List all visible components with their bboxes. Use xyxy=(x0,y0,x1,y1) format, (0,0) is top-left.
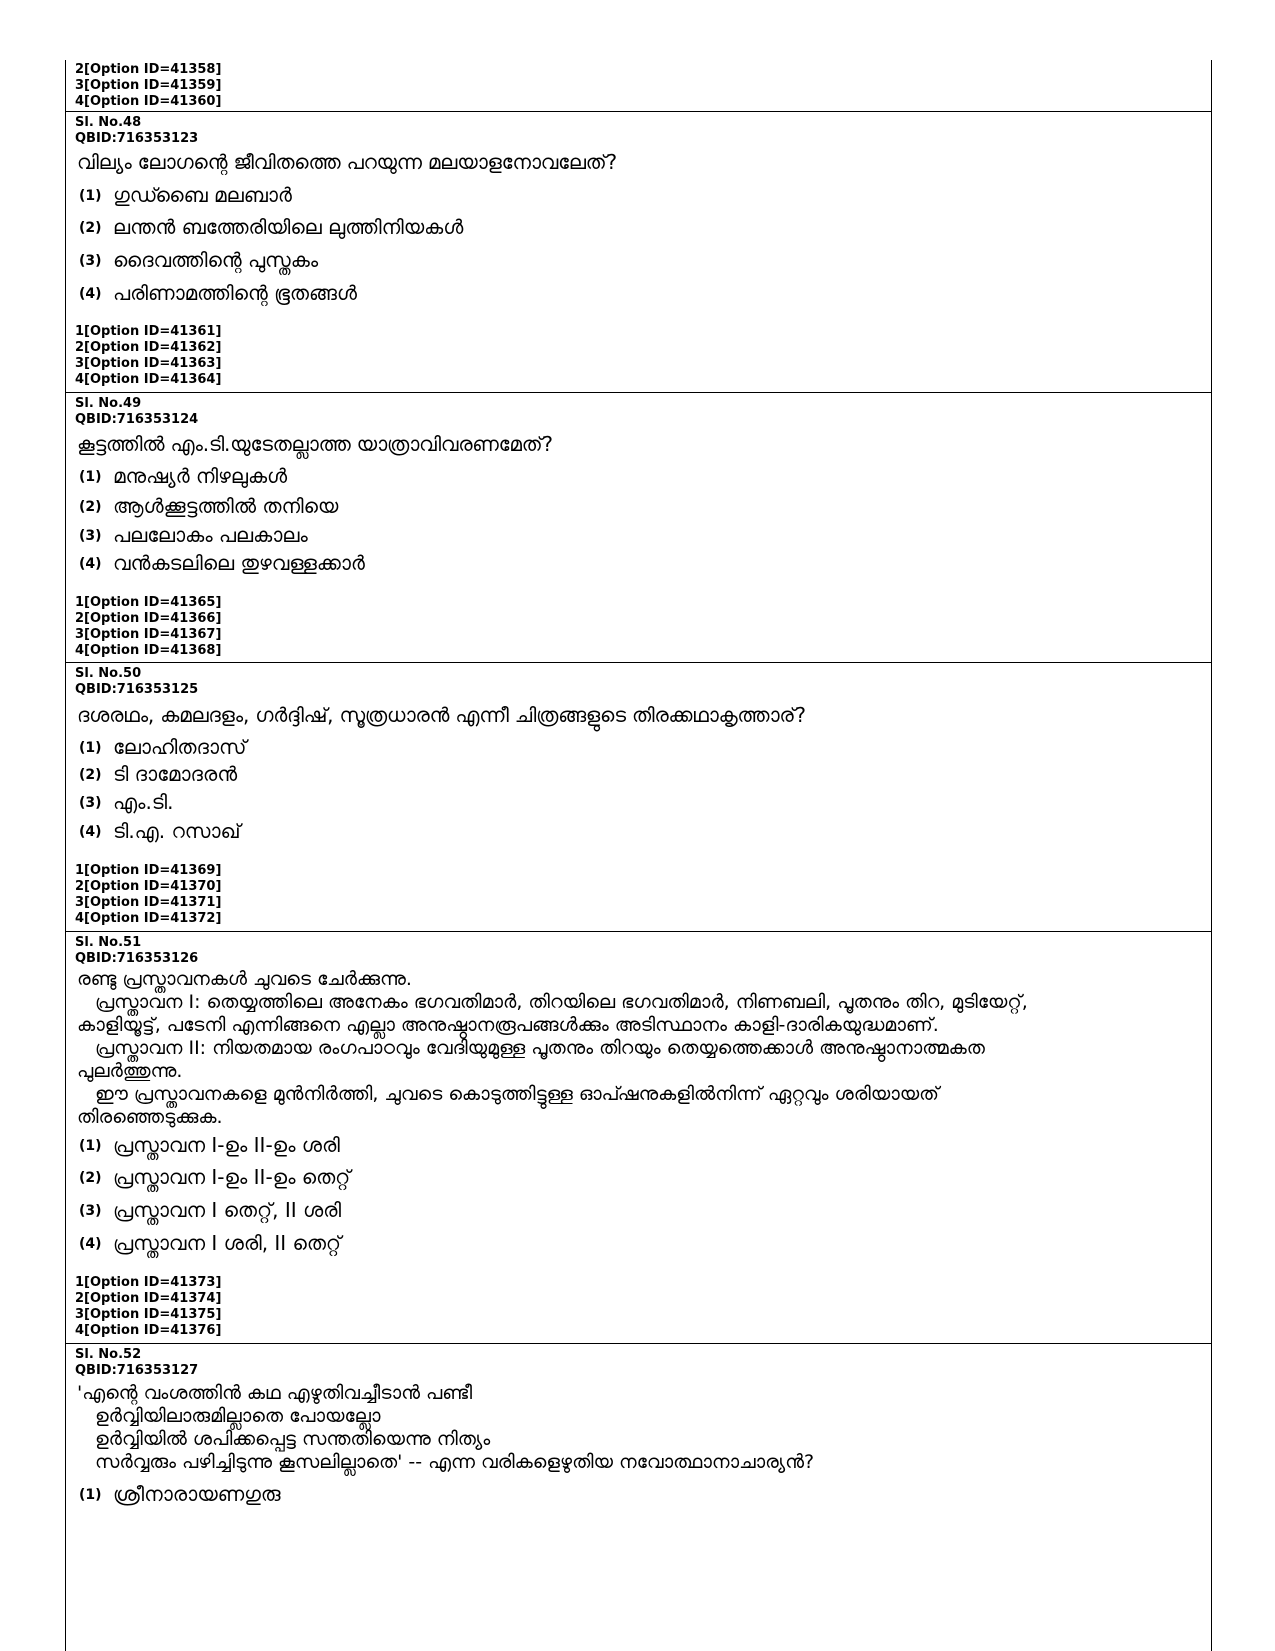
question-line: പ്രസ്താവന II: നിയതമായ രംഗപാഠവും വേദിയുമുള്ള പൂതനും തിറയും തെയ്യത്തെക്കാൾ അനുഷ്ഠാനാത്മകത xyxy=(95,1037,985,1059)
option-text: ശ്രീനാരായണഗുരു xyxy=(113,1482,281,1506)
option-id: 4[Option ID=41372] xyxy=(75,911,222,926)
question-text xyxy=(77,1382,1197,1474)
option-number: (2) xyxy=(79,220,102,236)
option-id: 3[Option ID=41371] xyxy=(75,895,222,910)
option-text: പരിണാമത്തിന്റെ ഭൂതങ്ങൾ xyxy=(113,281,357,305)
option-number: (4) xyxy=(79,286,102,302)
option-text: ടി ദാമോദരൻ xyxy=(113,762,238,786)
option-id: 4[Option ID=41364] xyxy=(75,372,222,387)
option xyxy=(79,734,246,761)
option-number: (3) xyxy=(79,528,102,544)
option-number: (1) xyxy=(79,469,102,485)
option-id: 2[Option ID=41374] xyxy=(75,1291,222,1306)
divider xyxy=(65,662,1212,663)
divider xyxy=(65,392,1212,393)
question-51-header xyxy=(75,935,198,967)
serial-number: Sl. No.50 xyxy=(75,666,142,681)
question-line: ഉർവ്വിയിൽ ശപിക്കപ്പെട്ട സന്തതിയെന്നു നിത്യം xyxy=(95,1428,491,1450)
option-text: പ്രസ്താവന I-ഉം II-ഉം ശരി xyxy=(113,1133,340,1157)
serial-number: Sl. No.52 xyxy=(75,1347,142,1362)
qbid: QBID:716353125 xyxy=(75,682,199,697)
option-text: മനുഷ്യർ നിഴലുകൾ xyxy=(113,464,288,488)
option-text: എം.ടി. xyxy=(113,790,174,814)
option xyxy=(79,493,338,520)
question-line: പുലർത്തുന്നു. xyxy=(77,1060,183,1082)
question-text: കൂട്ടത്തിൽ എം.ടി.യുടേതല്ലാത്ത യാത്രാവിവരണമേത്? xyxy=(77,432,553,456)
option-number: (1) xyxy=(79,1487,102,1503)
option-text: ലന്തൻ ബത്തേരിയിലെ ലുത്തിനിയകൾ xyxy=(113,215,464,239)
left-border xyxy=(65,60,66,1651)
option-number: (2) xyxy=(79,1170,102,1186)
divider xyxy=(65,931,1212,932)
option-number: (1) xyxy=(79,1138,102,1154)
top-option-ids xyxy=(75,62,221,110)
option-number: (2) xyxy=(79,499,102,515)
option-text: ദൈവത്തിന്റെ പുസ്തകം xyxy=(113,248,319,272)
serial-number: Sl. No.49 xyxy=(75,396,142,411)
option-id: 3[Option ID=41363] xyxy=(75,356,222,371)
option xyxy=(79,1197,341,1224)
option-ids xyxy=(75,1275,221,1339)
option-number: (4) xyxy=(79,824,102,840)
option-number: (1) xyxy=(79,740,102,756)
option-number: (4) xyxy=(79,1236,102,1252)
question-text: ദശരഥം, കമലദളം, ഗർദ്ദിഷ്, സൂത്രധാരൻ എന്നീ ചിത്രങ്ങളുടെ തിരക്കഥാകൃത്താര്? xyxy=(77,703,806,727)
option-text: പലലോകം പലകാലം xyxy=(113,523,308,547)
option xyxy=(79,1481,281,1508)
option xyxy=(79,463,287,490)
question-line: സർവ്വരും പഴിച്ചിടുന്നു കൂസലില്ലാതെ' -- എന്ന വരികളെഴുതിയ നവോത്ഥാനാചാര്യൻ? xyxy=(95,1451,815,1473)
qbid: QBID:716353127 xyxy=(75,1363,199,1378)
option-number: (2) xyxy=(79,767,102,783)
option-text: ഗുഡ്ബൈ മലബാർ xyxy=(113,183,292,207)
option-text: ലോഹിതദാസ് xyxy=(113,735,247,759)
option-text: ടി.എ. റസാഖ് xyxy=(113,819,241,843)
qbid: QBID:716353124 xyxy=(75,412,199,427)
question-text: വില്യം ലോഗന്റെ ജീവിതത്തെ പറയുന്ന മലയാളനോവലേത്? xyxy=(77,150,617,174)
option-number: (1) xyxy=(79,188,102,204)
question-line: തിരഞ്ഞെടുക്കുക. xyxy=(77,1106,223,1128)
option xyxy=(79,1164,350,1191)
option xyxy=(79,1230,341,1257)
option-id: 2[Option ID=41366] xyxy=(75,611,222,626)
serial-number: Sl. No.48 xyxy=(75,115,142,130)
option-id: 4[Option ID=41368] xyxy=(75,643,222,658)
option xyxy=(79,789,173,816)
question-line: രണ്ടു പ്രസ്താവനകൾ ചുവടെ ചേർക്കുന്നു. xyxy=(77,968,412,990)
option-text: ആൾക്കൂട്ടത്തിൽ തനിയെ xyxy=(113,494,339,518)
option xyxy=(79,182,292,209)
question-line: കാളിയൂട്ട്, പടേനി എന്നിങ്ങനെ എല്ലാ അനുഷ്ഠാനരൂപങ്ങൾക്കും അടിസ്ഥാനം കാളി-ദാരികയുദ്ധമാണ്. xyxy=(77,1014,939,1036)
option-id: 4[Option ID=41376] xyxy=(75,1323,222,1338)
option-id: 2[Option ID=41362] xyxy=(75,340,222,355)
question-line: ഉർവ്വിയിലാരുമില്ലാതെ പോയല്ലോ xyxy=(95,1405,381,1427)
qbid: QBID:716353123 xyxy=(75,131,199,146)
question-line: 'എന്റെ വംശത്തിൻ കഥ എഴുതിവച്ചീടാൻ പണ്ടീ xyxy=(77,1382,473,1404)
option-text: പ്രസ്താവന I തെറ്റ്, II ശരി xyxy=(113,1198,342,1222)
option-id: 3[Option ID=41359] xyxy=(75,78,222,93)
option-id: 4[Option ID=41360] xyxy=(75,94,222,109)
question-48-header xyxy=(75,115,198,147)
question-line: പ്രസ്താവന I: തെയ്യത്തിലെ അനേകം ഭഗവതിമാർ, തിറയിലെ ഭഗവതിമാർ, നിണബലി, പൂതനും തിറ, മുടിയേറ്റ്, xyxy=(95,991,1028,1013)
question-text xyxy=(77,968,1197,1129)
question-line: ഈ പ്രസ്താവനകളെ മുൻനിർത്തി, ചുവടെ കൊടുത്തിട്ടുള്ള ഓപ്ഷനുകളിൽനിന്ന് ഏറ്റവും ശരിയായത് xyxy=(95,1083,939,1105)
option xyxy=(79,214,463,241)
option-id: 3[Option ID=41367] xyxy=(75,627,222,642)
option xyxy=(79,1132,340,1159)
question-50-header xyxy=(75,666,198,698)
option-number: (3) xyxy=(79,795,102,811)
option-id: 3[Option ID=41375] xyxy=(75,1307,222,1322)
option xyxy=(79,761,237,788)
option-number: (3) xyxy=(79,253,102,269)
option-id: 1[Option ID=41365] xyxy=(75,595,222,610)
qbid: QBID:716353126 xyxy=(75,951,199,966)
option-number: (3) xyxy=(79,1203,102,1219)
option-id: 1[Option ID=41361] xyxy=(75,324,222,339)
option-text: പ്രസ്താവന I-ഉം II-ഉം തെറ്റ് xyxy=(113,1165,351,1189)
option-ids xyxy=(75,595,221,659)
divider xyxy=(65,111,1212,112)
option-text: വൻകടലിലെ തുഴവള്ളക്കാർ xyxy=(113,551,365,575)
option-id: 2[Option ID=41370] xyxy=(75,879,222,894)
serial-number: Sl. No.51 xyxy=(75,935,142,950)
question-49-header xyxy=(75,396,198,428)
option-number: (4) xyxy=(79,556,102,572)
option-ids xyxy=(75,863,221,927)
option-id: 1[Option ID=41369] xyxy=(75,863,222,878)
option-ids xyxy=(75,324,221,388)
option xyxy=(79,818,240,845)
right-border xyxy=(1211,60,1212,1651)
option-text: പ്രസ്താവന I ശരി, II തെറ്റ് xyxy=(113,1231,342,1255)
option xyxy=(79,550,365,577)
question-52-header xyxy=(75,1347,198,1379)
divider xyxy=(65,1343,1212,1344)
option xyxy=(79,522,308,549)
option xyxy=(79,247,318,274)
option-id: 1[Option ID=41373] xyxy=(75,1275,222,1290)
option-id: 2[Option ID=41358] xyxy=(75,62,222,77)
option xyxy=(79,280,357,307)
